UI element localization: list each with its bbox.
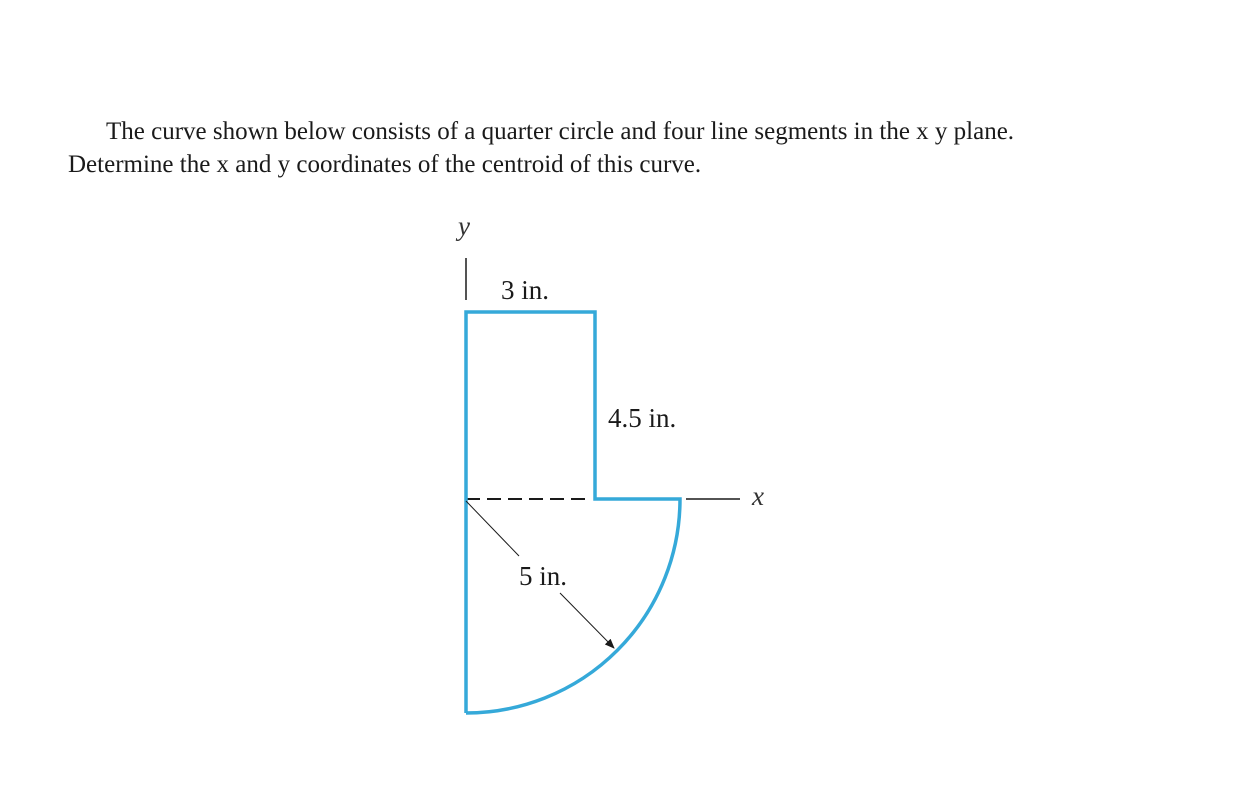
radius-arrow [560, 593, 614, 648]
x-axis-label: x [752, 481, 764, 511]
composite-curve [466, 312, 680, 713]
width-dimension-label: 3 in. [501, 275, 550, 305]
problem-line-1: The curve shown below consists of a quarter circle and four line segments in the x y plane. [106, 118, 1015, 145]
problem-line-2: Determine the x and y coordinates of the centroid of this curve. [68, 151, 702, 178]
radius-dimension-label: 5 in. [519, 561, 568, 591]
height-dimension-label: 4.5 in. [608, 403, 677, 433]
y-axis-label: y [458, 211, 470, 241]
radius-line-upper [466, 501, 519, 556]
